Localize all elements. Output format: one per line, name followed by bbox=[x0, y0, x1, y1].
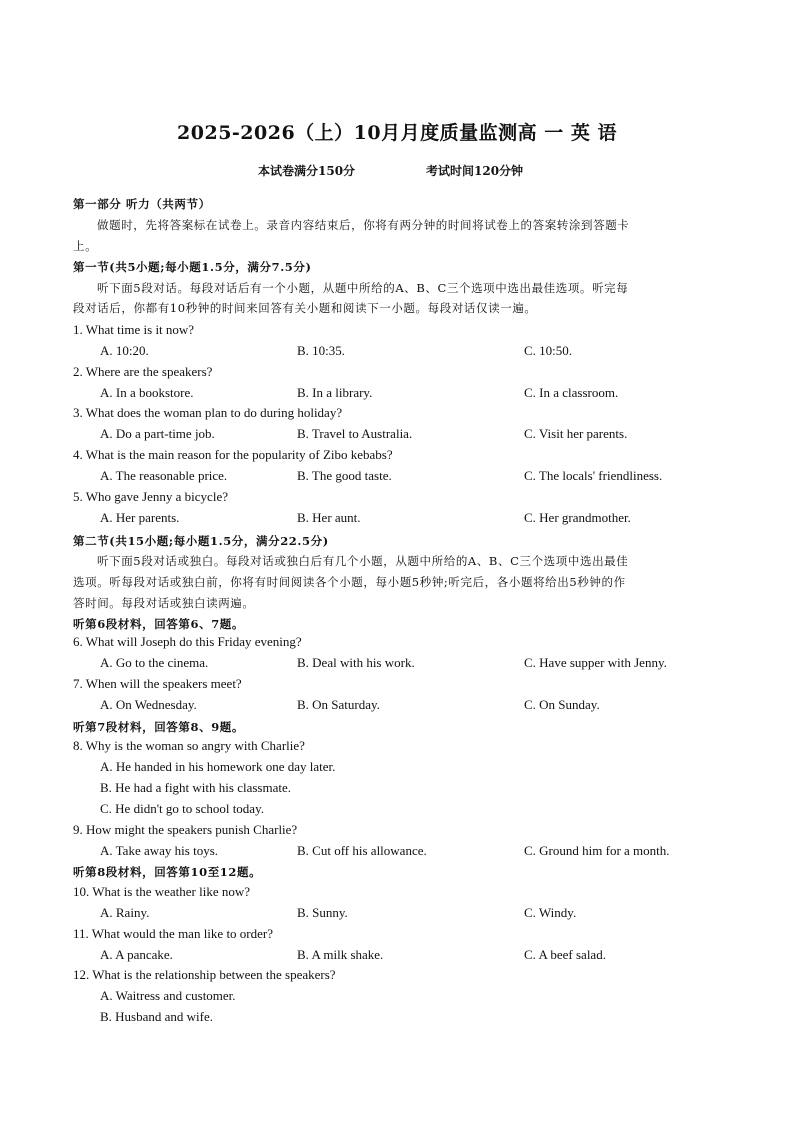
option-a: A. 10:20. bbox=[100, 343, 149, 358]
option-b: B. 10:35. bbox=[297, 343, 346, 358]
option-a: A. Do a part-time job. bbox=[100, 426, 215, 441]
option-b: B. Her aunt. bbox=[297, 510, 361, 525]
question-stem: 3. What does the woman plan to do during holiday? bbox=[73, 405, 343, 420]
option-b: B. Husband and wife. bbox=[100, 1009, 214, 1024]
option-a: A. On Wednesday. bbox=[100, 697, 197, 712]
option-c: C. 10:50. bbox=[524, 343, 573, 358]
option-b: B. The good taste. bbox=[297, 468, 392, 483]
question-stem: 8. Why is the woman so angry with Charlie? bbox=[73, 738, 305, 753]
section1-heading: 第一节(共5小题;每小题1.5分，满分7.5分) bbox=[73, 260, 312, 274]
part1-instruction-line1: 做题时，先将答案标在试卷上。录音内容结束后，你将有两分钟的时间将试卷上的答案转涂到答题卡 bbox=[97, 218, 630, 232]
option-c: C. He didn't go to school today. bbox=[100, 801, 264, 816]
material-6-heading: 听第6段材料，回答第6、7题。 bbox=[73, 617, 245, 631]
option-b: B. He had a fight with his classmate. bbox=[100, 780, 291, 795]
question-stem: 1. What time is it now? bbox=[73, 322, 195, 337]
option-b: B. Cut off his allowance. bbox=[297, 843, 427, 858]
question-stem: 7. When will the speakers meet? bbox=[73, 676, 242, 691]
option-c: C. Her grandmother. bbox=[524, 510, 631, 525]
section2-instruction-line1: 听下面5段对话或独白。每段对话或独白后有几个小题，从题中所给的A、B、C三个选项中选出最佳 bbox=[97, 554, 629, 568]
option-a: A. Take away his toys. bbox=[100, 843, 218, 858]
section1-instruction-line2: 段对话后，你都有10秒钟的时间来回答有关小题和阅读下一小题。每段对话仅读一遍。 bbox=[73, 301, 537, 315]
section2-heading: 第二节(共15小题;每小题1.5分，满分22.5分) bbox=[73, 534, 329, 548]
option-a: A. Rainy. bbox=[100, 905, 150, 920]
option-c: C. Visit her parents. bbox=[524, 426, 628, 441]
option-a: A. Waitress and customer. bbox=[100, 988, 236, 1003]
section2-instruction-line2: 选项。听每段对话或独白前，你将有时间阅读各个小题，每小题5秒钟;听完后，各小题将给出5秒钟的作 bbox=[73, 575, 626, 589]
option-c: C. In a classroom. bbox=[524, 385, 619, 400]
option-c: C. On Sunday. bbox=[524, 697, 600, 712]
option-c: C. A beef salad. bbox=[524, 947, 606, 962]
option-b: B. In a library. bbox=[297, 385, 373, 400]
option-a: A. He handed in his homework one day later. bbox=[100, 759, 336, 774]
question-stem: 10. What is the weather like now? bbox=[73, 884, 251, 899]
question-stem: 2. Where are the speakers? bbox=[73, 364, 213, 379]
option-c: C. Have supper with Jenny. bbox=[524, 655, 667, 670]
question-stem: 9. How might the speakers punish Charlie? bbox=[73, 822, 298, 837]
page-title: 2025-2026（上）10月月度质量监测高 一 英 语 bbox=[177, 122, 617, 144]
material-7-heading: 听第7段材料，回答第8、9题。 bbox=[73, 720, 245, 734]
option-b: B. On Saturday. bbox=[297, 697, 380, 712]
section1-instruction-line1: 听下面5段对话。每段对话后有一个小题，从题中所给的A、B、C三个选项中选出最佳选项。听完每 bbox=[97, 281, 629, 295]
question-stem: 5. Who gave Jenny a bicycle? bbox=[73, 489, 228, 504]
option-a: A. The reasonable price. bbox=[100, 468, 228, 483]
option-c: C. Ground him for a month. bbox=[524, 843, 670, 858]
question-stem: 11. What would the man like to order? bbox=[73, 926, 274, 941]
option-a: A. Her parents. bbox=[100, 510, 180, 525]
part1-instruction-line2: 上。 bbox=[73, 239, 98, 253]
question-stem: 6. What will Joseph do this Friday evening? bbox=[73, 634, 302, 649]
option-a: A. Go to the cinema. bbox=[100, 655, 209, 670]
part1-heading: 第一部分 听力（共两节） bbox=[73, 197, 211, 211]
option-b: B. Deal with his work. bbox=[297, 655, 415, 670]
full-score-note: 本试卷满分150分 bbox=[258, 164, 356, 178]
time-limit-note: 考试时间120分钟 bbox=[426, 164, 524, 178]
section2-instruction-line3: 答时间。每段对话或独白读两遍。 bbox=[73, 596, 255, 610]
option-b: B. Travel to Australia. bbox=[297, 426, 413, 441]
option-c: C. Windy. bbox=[524, 905, 577, 920]
option-a: A. In a bookstore. bbox=[100, 385, 194, 400]
question-stem: 4. What is the main reason for the popularity of Zibo kebabs? bbox=[73, 447, 393, 462]
option-b: B. Sunny. bbox=[297, 905, 348, 920]
option-a: A. A pancake. bbox=[100, 947, 173, 962]
option-b: B. A milk shake. bbox=[297, 947, 384, 962]
question-stem: 12. What is the relationship between the speakers? bbox=[73, 967, 336, 982]
material-8-heading: 听第8段材料，回答第10至12题。 bbox=[73, 865, 262, 879]
option-c: C. The locals' friendliness. bbox=[524, 468, 663, 483]
